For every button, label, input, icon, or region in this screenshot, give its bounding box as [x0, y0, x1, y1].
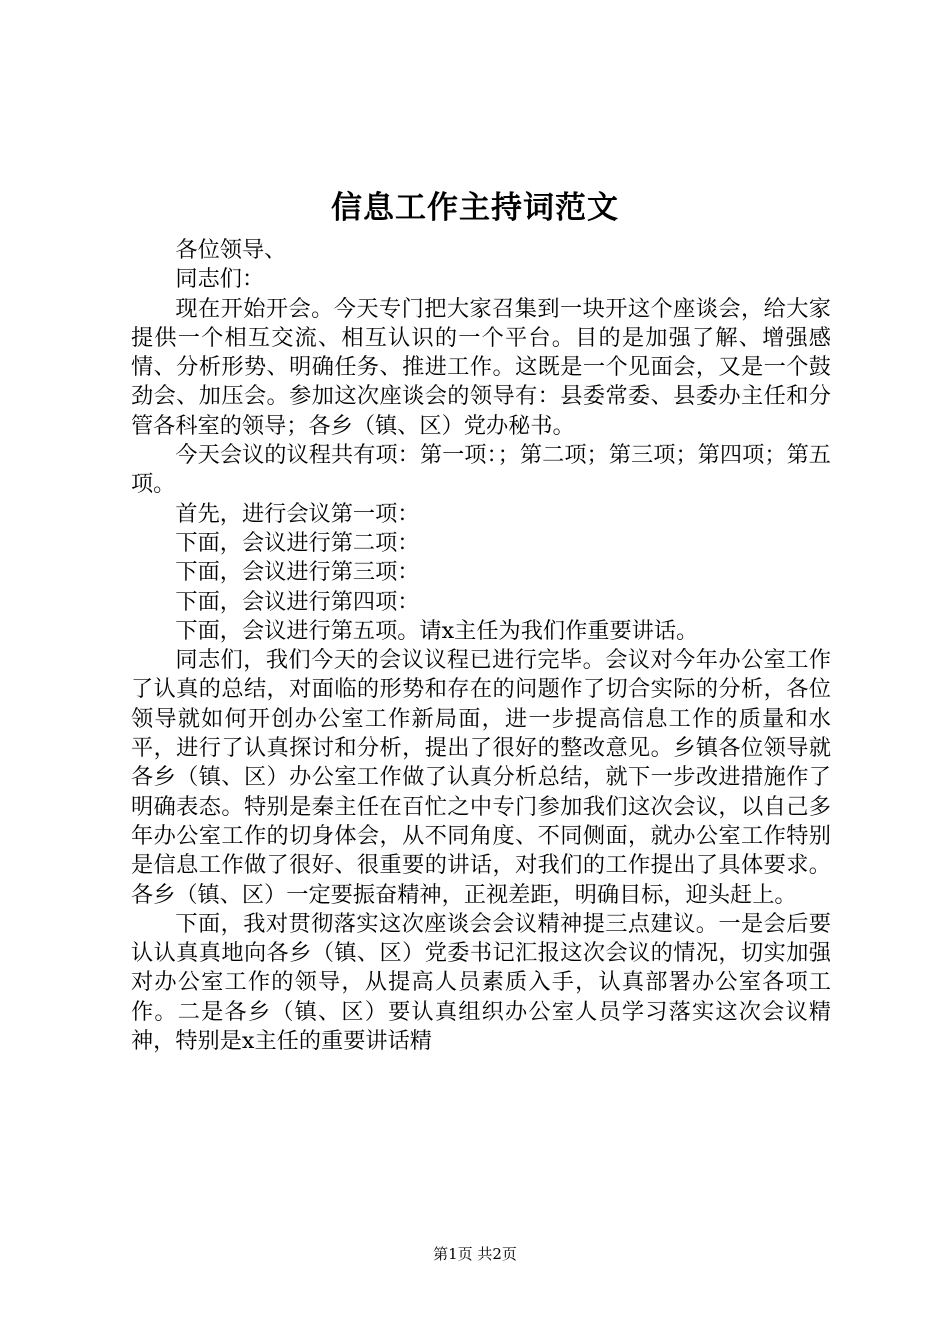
document-body: [131, 236, 831, 1056]
paragraph-item-3: 下面，会议进行第三项：: [175, 559, 420, 586]
paragraph-suggestions: 下面，我对贯彻落实这次座谈会会议精神提三点建议。一是会后要认认真真地向各乡（镇、区）党委书记汇报这次会议的情况，切实加强对办公室工作的领导，从提高人员素质入手，认真部署办公室各项工作。二是各乡（镇、区）要认真组织办公室人员学习落实这次会议精神，特别是x主任的重要讲话精: [131, 910, 831, 1055]
paragraph-item-5: 下面，会议进行第五项。请x主任为我们作重要讲话。: [175, 617, 699, 644]
paragraph-salutation-comrades: 同志们：: [175, 266, 265, 293]
paragraph-item-1: 首先，进行会议第一项：: [175, 500, 420, 527]
paragraph-opening: 现在开始开会。今天专门把大家召集到一块开这个座谈会，给大家提供一个相互交流、相互认识的一个平台。目的是加强了解、增强感情、分析形势、明确任务、推进工作。这既是一个见面会，又是一个鼓劲会、加压会。参加这次座谈会的领导有：县委常委、县委办主任和分管各科室的领导；各乡（镇、区）党办秘书。: [131, 295, 831, 439]
paragraph-item-2: 下面，会议进行第二项：: [175, 529, 420, 556]
paragraph-item-4: 下面，会议进行第四项：: [175, 588, 420, 615]
document-title: 信息工作主持词范文: [331, 190, 619, 226]
paragraph-summary: 同志们，我们今天的会议议程已进行完毕。会议对今年办公室工作了认真的总结，对面临的形势和存在的问题作了切合实际的分析，各位领导就如何开创办公室工作新局面，进一步提高信息工作的质量和水平，进行了认真探讨和分析，提出了很好的整改意见。乡镇各位领导就各乡（镇、区）办公室工作做了认真分析总结，就下一步改进措施作了明确表态。特别是秦主任在百忙之中专门参加我们这次会议，以自己多年办公室工作的切身体会，从不同角度、不同侧面，就办公室工作特别是信息工作做了很好、很重要的讲话，对我们的工作提出了具体要求。各乡（镇、区）一定要振奋精神，正视差距，明确目标，迎头赶上。: [131, 647, 831, 908]
page-number-footer: 第1页 共2页: [433, 1245, 517, 1263]
paragraph-salutation-leaders: 各位领导、: [175, 237, 287, 263]
paragraph-agenda: 今天会议的议程共有项：第一项：；第二项；第三项；第四项；第五项。: [131, 442, 831, 498]
